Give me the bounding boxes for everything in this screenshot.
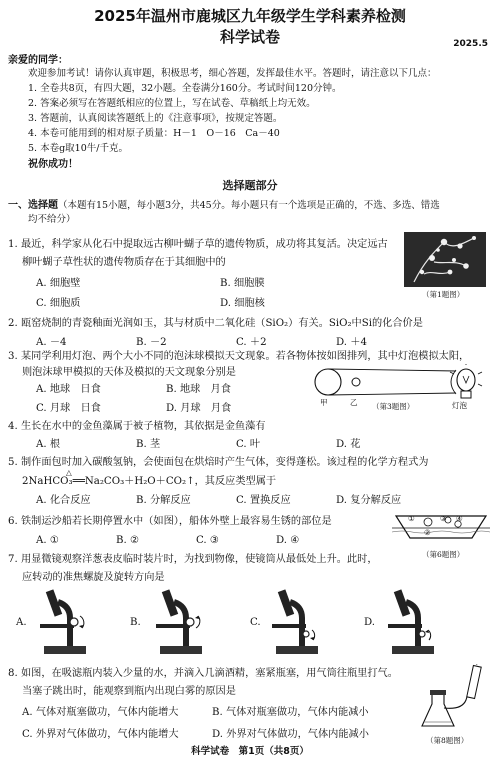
- notice-item-3: 3. 答题前，认真阅读答题纸上的《注意事项》，按规定答题。: [28, 113, 283, 124]
- q5-option-c: C. 置换反应: [236, 495, 291, 506]
- q5-line-1: 5. 制作面包时加入碳酸氢钠，会使面包在烘焙时产生气体，变得蓬松。该过程的化学方程式为: [8, 457, 429, 468]
- q1-option-b: B. 细胞膜: [220, 278, 265, 289]
- q6-option-a: A. ①: [36, 535, 59, 546]
- q7-option-c: C.: [250, 617, 261, 628]
- q1-line-1: 1. 最近，科学家从化石中提取远古柳叶蝴子草的遗传物质，成功将其复活。决定远古: [8, 239, 388, 250]
- q6-label-2: ②: [424, 528, 431, 537]
- q3-line-2: 则泡沫球甲模拟的天体及模拟的天文现象分别是: [22, 367, 236, 378]
- q5-option-d: D. 复分解反应: [336, 495, 402, 506]
- q2-option-a: A. －4: [36, 337, 67, 348]
- q6-label-1: ①: [408, 514, 415, 523]
- q8-figure-caption: （第8题图）: [426, 736, 469, 745]
- notice-item-5: 5. 本卷g取10牛/千克。: [28, 143, 128, 154]
- notice-closing: 祝你成功！: [28, 159, 78, 170]
- q4-line-1: 4. 生长在水中的金鱼藻属于被子植物，其依据是金鱼藻有: [8, 421, 266, 432]
- q5-option-b: B. 分解反应: [136, 495, 191, 506]
- q3-figure-caption: （第3题图）: [372, 402, 415, 411]
- q8-option-c: C. 外界对气体做功，气体内能增大: [22, 729, 179, 740]
- q3-option-a: A. 地球 日食: [36, 384, 101, 395]
- notice-item-4: 4. 本卷可能用到的相对原子质量：H－1 O－16 Ca－40: [28, 128, 280, 139]
- q3-label-jia: 甲: [320, 398, 328, 407]
- q2-line-1: 2. 瓯窑烧制的青瓷釉面光润如玉，其与材质中二氧化硅（SiO₂）有关。SiO₂中Si的化合价是: [8, 318, 423, 329]
- q3-label-bulb: 灯泡: [452, 401, 467, 410]
- q8-flask-pump-diagram: [418, 664, 490, 732]
- q1-option-c: C. 细胞质: [36, 298, 81, 309]
- q7-microscope-b: [146, 588, 216, 656]
- q2-option-b: B. －2: [136, 337, 167, 348]
- q6-figure-caption: （第6题图）: [422, 550, 465, 559]
- exam-date: 2025.5: [453, 39, 488, 49]
- q7-microscope-d: [378, 588, 448, 656]
- section-title: 选择题部分: [222, 179, 278, 192]
- q1-option-d: D. 细胞核: [220, 298, 265, 309]
- q2-option-c: C. ＋2: [236, 337, 267, 348]
- q5-condition: △: [66, 468, 72, 477]
- q4-option-b: B. 茎: [136, 439, 161, 450]
- q6-option-b: B. ②: [116, 535, 140, 546]
- q1-plant-photo: [404, 232, 486, 287]
- q8-option-a: A. 气体对瓶塞做功，气体内能增大: [22, 707, 179, 718]
- exam-subtitle: 科学试卷: [219, 28, 280, 46]
- q5-line-2: 2NaHCO₃══Na₂CO₃＋H₂O＋CO₂↑，其反应类型属于: [22, 476, 277, 487]
- q1-option-a: A. 细胞壁: [36, 278, 81, 289]
- q7-microscope-c: [262, 588, 332, 656]
- q3-option-c: C. 月球 日食: [36, 403, 101, 414]
- q5-option-a: A. 化合反应: [36, 495, 91, 506]
- q8-option-b: B. 气体对瓶塞做功，气体内能减小: [212, 707, 369, 718]
- q7-line-2: 应转动的准焦螺旋及旋转方向是: [22, 572, 165, 583]
- q7-option-b: B.: [130, 617, 141, 628]
- q8-line-1: 8. 如图，在吸滤瓶内装入少量的水，并滴入几滴酒精，塞紧瓶塞，用气筒往瓶里打气。: [8, 668, 398, 679]
- q6-label-4: ④: [456, 514, 463, 523]
- q1-line-2: 柳叶蝴子草性状的遗传物质存在于其细胞中的: [22, 257, 226, 268]
- q3-option-b: B. 地球 月食: [166, 384, 231, 395]
- q7-line-1: 7. 用显微镜观察洋葱表皮临时装片时，为找到物像，使镜筒从最低处上升。此时，: [8, 554, 378, 565]
- q6-label-3: ③: [440, 514, 447, 523]
- q6-option-c: C. ③: [196, 535, 220, 546]
- notice-item-2: 2. 答案必须写在答题纸相应的位置上，写在试卷、草稿纸上均无效。: [28, 98, 316, 109]
- q4-option-a: A. 根: [36, 439, 61, 450]
- q3-option-d: D. 月球 月食: [166, 403, 232, 414]
- q4-option-d: D. 花: [336, 439, 361, 450]
- q7-option-a: A.: [16, 617, 27, 628]
- part-label: 一、选择题: [8, 200, 58, 211]
- page-footer: 科学试卷 第1页（共8页）: [191, 746, 309, 757]
- part-desc-2: 均不给分）: [28, 214, 76, 225]
- q8-option-d: D. 外界对气体做功，气体内能减小: [212, 729, 369, 740]
- q3-line-1: 3. 某同学利用灯泡、两个大小不同的泡沫球模拟天文现象。若各物体按如图排列，其中灯泡模拟太阳，: [8, 351, 470, 362]
- part-desc-1: （本题有15小题，每小题3分，共45分。每小题只有一个选项是正确的，不选、多选、错选: [58, 200, 440, 211]
- q7-microscope-a: [30, 588, 100, 656]
- q4-option-c: C. 叶: [236, 439, 261, 450]
- notice-intro: 欢迎参加考试！请你认真审题，积极思考，细心答题，发挥最佳水平。答题时，请注意以下几点：: [28, 68, 437, 79]
- notice-greeting: 亲爱的同学：: [8, 55, 68, 66]
- q3-label-yi: 乙: [350, 398, 358, 407]
- q2-option-d: D. ＋4: [336, 337, 367, 348]
- q6-line-1: 6. 铁制运沙船若长期停置水中（如图），船体外壁上最容易生锈的部位是: [8, 516, 332, 527]
- q6-option-d: D. ④: [276, 535, 300, 546]
- part-heading: [8, 199, 440, 213]
- notice-item-1: 1. 全卷共8页，有四大题，32小题。全卷满分160分。考试时间120分钟。: [28, 83, 342, 94]
- exam-title: 2025年温州市鹿城区九年级学生学科素养检测: [94, 7, 406, 25]
- q1-figure-caption: （第1题图）: [422, 290, 465, 299]
- q8-line-2: 当塞子跳出时，能观察到瓶内出现白雾的原因是: [22, 686, 236, 697]
- q7-option-d: D.: [364, 617, 376, 628]
